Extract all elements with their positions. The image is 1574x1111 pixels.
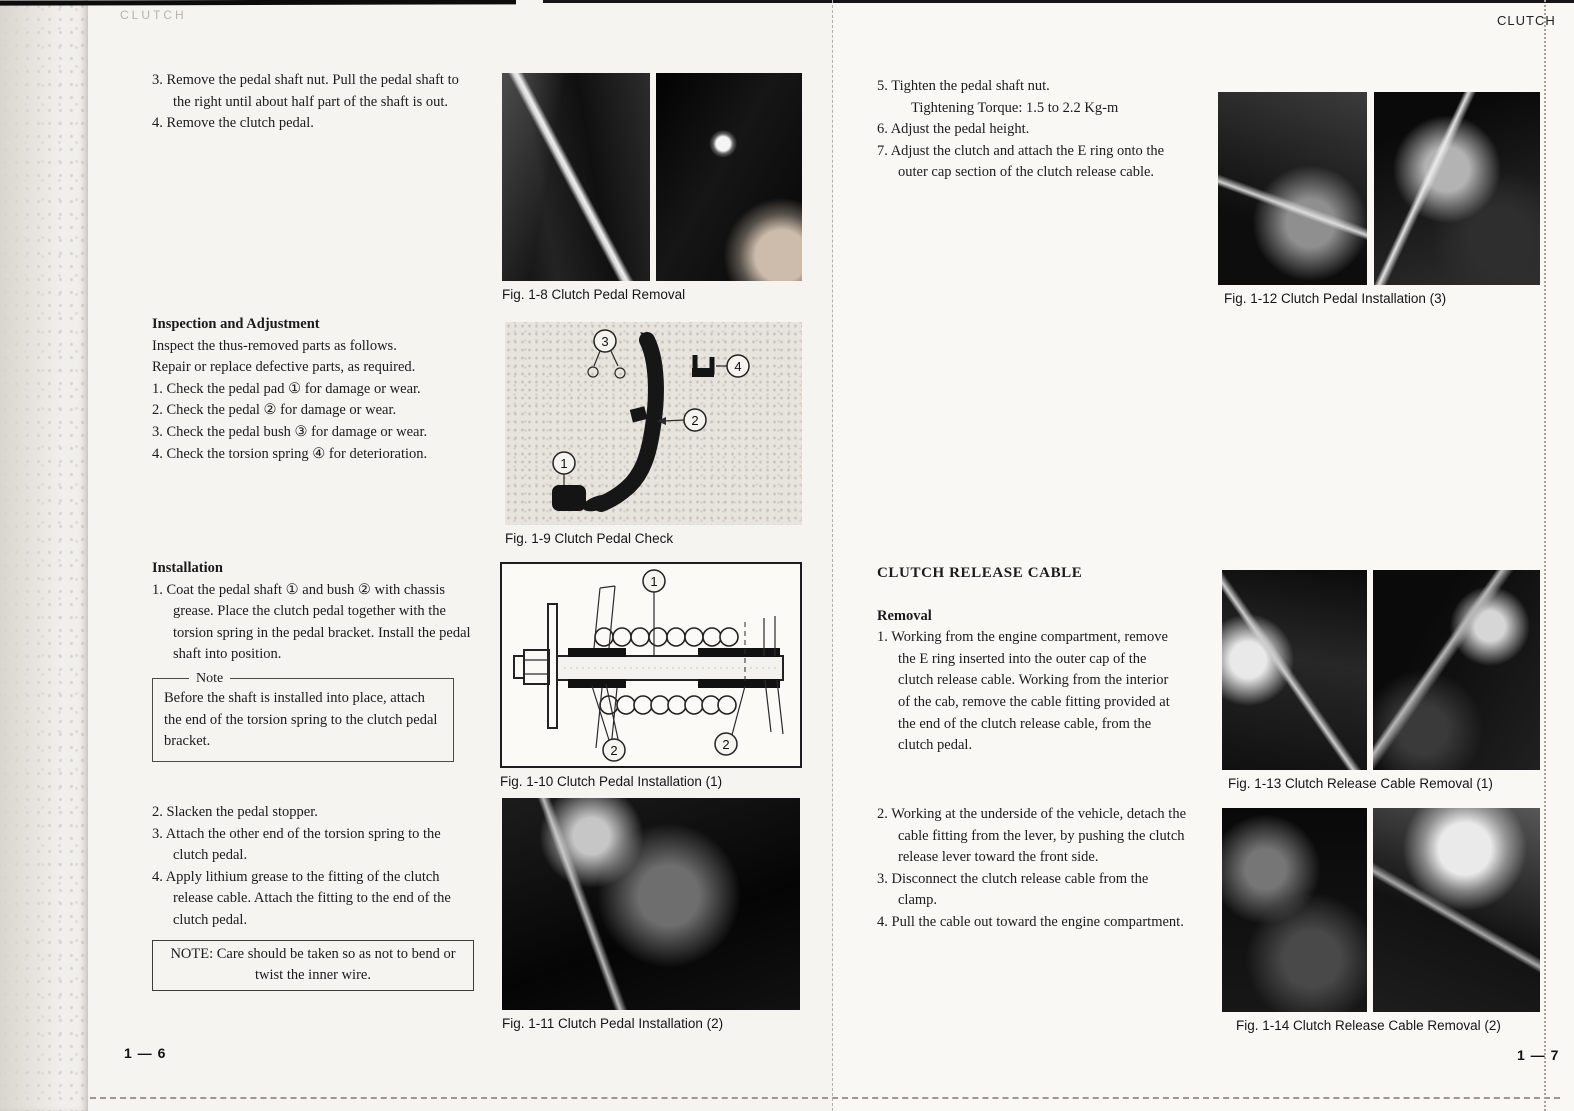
- list-item: 1. Working from the engine compartment, remove the E ring inserted into the outer cap of the clutch release cable. Working from the interior of the cab, remove the cable fitting provided at the end of the clutch release cable, from the clutch pedal.: [877, 629, 1170, 754]
- page-number-left: 1 — 6: [124, 1045, 167, 1061]
- figure-caption: Fig. 1-13 Clutch Release Cable Removal (1): [1228, 776, 1493, 791]
- figure-photo: [502, 798, 800, 1010]
- callout-1: 1: [650, 574, 658, 589]
- callout-2: 2: [691, 413, 699, 428]
- section-heading: Inspection and Adjustment: [152, 316, 320, 332]
- step-text: 3. Remove the pedal shaft nut. Pull the pedal shaft to the right until about half part of the shaft is out.: [152, 72, 459, 110]
- list-item: 4. Check the torsion spring ④ for deterioration.: [152, 445, 428, 462]
- inspection-section: [152, 314, 474, 465]
- running-header-right: CLUTCH: [1497, 13, 1556, 28]
- note-box: [152, 670, 454, 762]
- page-number-right: 1 — 7: [1517, 1047, 1560, 1063]
- figure-photo: [656, 73, 802, 281]
- section-heading: Installation: [152, 560, 223, 576]
- running-header-left: CLUTCH: [120, 8, 187, 22]
- figure-photo: [502, 73, 650, 281]
- steps-5-7: [877, 76, 1179, 184]
- callout-2: 2: [610, 743, 618, 758]
- torque-spec: Tightening Torque: 1.5 to 2.2 Kg-m: [911, 99, 1119, 116]
- pedal-installation-drawing: [500, 562, 802, 768]
- callout-1: 1: [560, 456, 568, 471]
- figure-photo: [1222, 808, 1367, 1012]
- note-text: NOTE: Care should be taken so as not to bend or twist the inner wire.: [170, 945, 456, 984]
- page-right-edge: [1544, 0, 1546, 1111]
- removal-steps-2-4: [877, 804, 1187, 934]
- installation-steps-2-4: [152, 802, 474, 991]
- list-item: 3. Check the pedal bush ③ for damage or wear.: [152, 423, 428, 440]
- figure-caption: Fig. 1-10 Clutch Pedal Installation (1): [500, 774, 723, 789]
- note-label: Note: [189, 668, 230, 690]
- scan-edge-top: [543, 0, 1574, 3]
- list-item: 2. Check the pedal ② for damage or wear.: [152, 402, 397, 419]
- list-item: 1. Check the pedal pad ① for damage or wear.: [152, 380, 421, 397]
- shaft-drawing-svg: [502, 564, 800, 766]
- figure-1-9: [505, 322, 802, 546]
- callout-4: 4: [734, 359, 742, 374]
- figure-caption: Fig. 1-8 Clutch Pedal Removal: [502, 287, 686, 302]
- figure-1-11: [502, 798, 800, 1031]
- pedal-pad-shape: [552, 485, 586, 511]
- pedal-check-drawing: [505, 322, 802, 525]
- note-box: [152, 940, 474, 991]
- callout-3: 3: [601, 334, 609, 349]
- step-text: 7. Adjust the clutch and attach the E ring onto the outer cap section of the clutch release cable.: [877, 142, 1165, 181]
- section-heading: CLUTCH RELEASE CABLE: [877, 565, 1083, 581]
- list-item: 3. Disconnect the clutch release cable from the clamp.: [877, 870, 1149, 909]
- body-text: Inspect the thus-removed parts as follows.: [152, 337, 397, 354]
- figure-photo: [1218, 92, 1367, 285]
- subsection-heading: Removal: [877, 607, 932, 624]
- body-text: Repair or replace defective parts, as required.: [152, 359, 416, 376]
- list-item: 2. Slacken the pedal stopper.: [152, 804, 318, 820]
- figure-1-14: [1222, 808, 1540, 1033]
- figure-caption: Fig. 1-9 Clutch Pedal Check: [505, 531, 674, 546]
- installation-section: [152, 558, 474, 762]
- figure-photo: [1222, 570, 1367, 770]
- note-text: Before the shaft is installed into place, attach the end of the torsion spring to the clutch pedal bracket.: [164, 689, 438, 750]
- figure-1-10: [500, 562, 802, 789]
- figure-caption: Fig. 1-11 Clutch Pedal Installation (2): [502, 1016, 724, 1031]
- page-gutter-line: [832, 0, 833, 1111]
- removal-steps-3-4: [152, 70, 468, 135]
- clutch-release-cable-section: [877, 563, 1179, 757]
- step-text: 4. Remove the clutch pedal.: [152, 115, 314, 132]
- list-item: 4. Apply lithium grease to the fitting of the clutch release cable. Attach the fitting to the end of the clutch pedal.: [152, 868, 451, 928]
- pedal-drawing-svg: [505, 322, 802, 525]
- callout-2: 2: [722, 737, 730, 752]
- list-item: 4. Pull the cable out toward the engine compartment.: [877, 913, 1184, 930]
- step-text: 5. Tighten the pedal shaft nut.: [877, 78, 1050, 94]
- figure-photo: [1374, 92, 1540, 285]
- figure-caption: Fig. 1-14 Clutch Release Cable Removal (2): [1236, 1018, 1501, 1033]
- step-text: 6. Adjust the pedal height.: [877, 121, 1030, 138]
- list-item: 3. Attach the other end of the torsion spring to the clutch pedal.: [152, 825, 441, 864]
- figure-1-12: [1218, 92, 1540, 306]
- page-bottom-edge: [90, 1097, 1560, 1099]
- figure-photo: [1373, 570, 1540, 770]
- list-item: 2. Working at the underside of the vehicle, detach the cable fitting from the lever, by pushing the clutch release lever toward the front side.: [877, 806, 1187, 866]
- figure-1-13: [1222, 570, 1540, 791]
- list-item: 1. Coat the pedal shaft ① and bush ② with chassis grease. Place the clutch pedal together with the torsion spring in the pedal bracket. Install the pedal shaft into position.: [152, 581, 471, 663]
- book-binding-edge: [0, 0, 88, 1111]
- figure-1-8: [502, 73, 802, 302]
- figure-photo: [1373, 808, 1540, 1012]
- figure-caption: Fig. 1-12 Clutch Pedal Installation (3): [1224, 291, 1447, 306]
